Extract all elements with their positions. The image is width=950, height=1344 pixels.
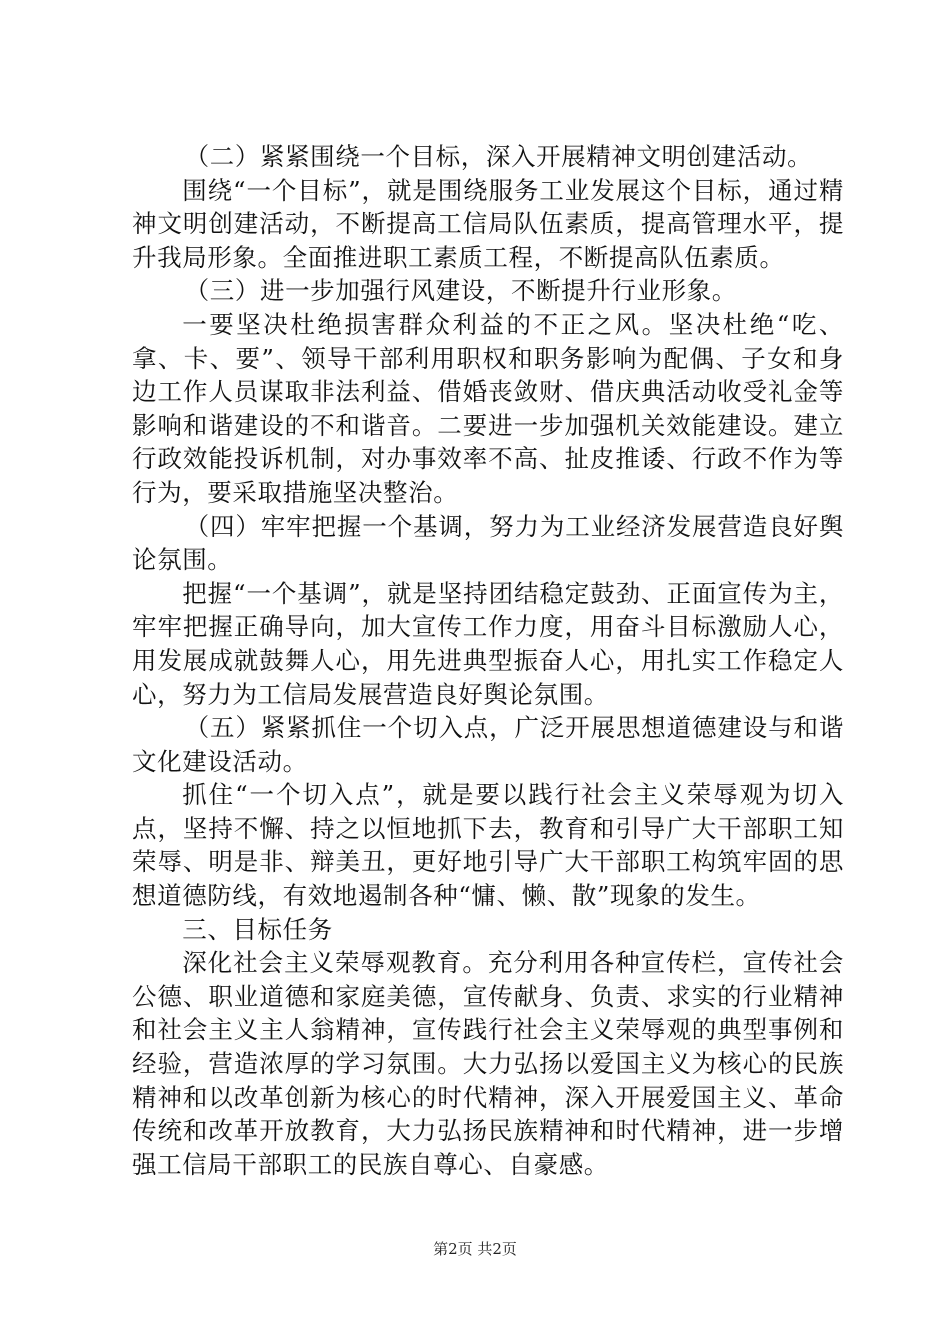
body-paragraph: 把握“一个基调”，就是坚持团结稳定鼓劲、正面宣传为主，牢牢把握正确导向，加大宣传工作力度，用奋斗目标激励人心，用发展成就鼓舞人心，用先进典型振奋人心，用扎实工作稳定人心，努力为工信局发展营造良好舆论氛围。 — [132, 578, 844, 709]
body-paragraph: 抓住“一个切入点”，就是要以践行社会主义荣辱观为切入点，坚持不懈、持之以恒地抓下去，教育和引导广大干部职工知荣辱、明是非、辩美丑，更好地引导广大干部职工构筑牢固的思想道德防线，有效地遏制各种“慵、懒、散”现象的发生。 — [132, 780, 844, 911]
section-heading-goals: 三、目标任务 — [182, 914, 333, 944]
document-page — [132, 140, 844, 1181]
body-paragraph: 围绕“一个目标”，就是围绕服务工业发展这个目标，通过精神文明创建活动，不断提高工信局队伍素质，提高管理水平，提升我局形象。全面推进职工素质工程，不断提高队伍素质。 — [132, 175, 844, 272]
section-heading-4: （四）牢牢把握一个基调，努力为工业经济发展营造良好舆论氛围。 — [132, 511, 844, 575]
page-footer: 第2页 共2页 — [433, 1240, 517, 1258]
section-heading-3: （三）进一步加强行风建设，不断提升行业形象。 — [184, 276, 737, 306]
section-heading-5: （五）紧紧抓住一个切入点，广泛开展思想道德建设与和谐文化建设活动。 — [132, 713, 844, 776]
body-paragraph: 一要坚决杜绝损害群众利益的不正之风。坚决杜绝“吃、拿、卡、要”、领导干部利用职权和职务影响为配偶、子女和身边工作人员谋取非法利益、借婚丧敛财、借庆典活动收受礼金等影响和谐建设的不和谐音。二要进一步加强机关效能建设。建立行政效能投诉机制，对办事效率不高、扯皮推诿、行政不作为等行为，要采取措施坚决整治。 — [132, 309, 844, 507]
body-paragraph: 深化社会主义荣辱观教育。充分利用各种宣传栏，宣传社会公德、职业道德和家庭美德，宣传献身、负责、求实的行业精神和社会主义主人翁精神，宣传践行社会主义荣辱观的典型事例和经验，营造浓厚的学习氛围。大力弘扬以爱国主义为核心的民族精神和以改革创新为核心的时代精神，深入开展爱国主义、革命传统和改革开放教育，大力弘扬民族精神和时代精神，进一步增强工信局干部职工的民族自尊心、自豪感。 — [132, 948, 844, 1179]
section-heading-2: （二）紧紧围绕一个目标，深入开展精神文明创建活动。 — [184, 142, 813, 171]
